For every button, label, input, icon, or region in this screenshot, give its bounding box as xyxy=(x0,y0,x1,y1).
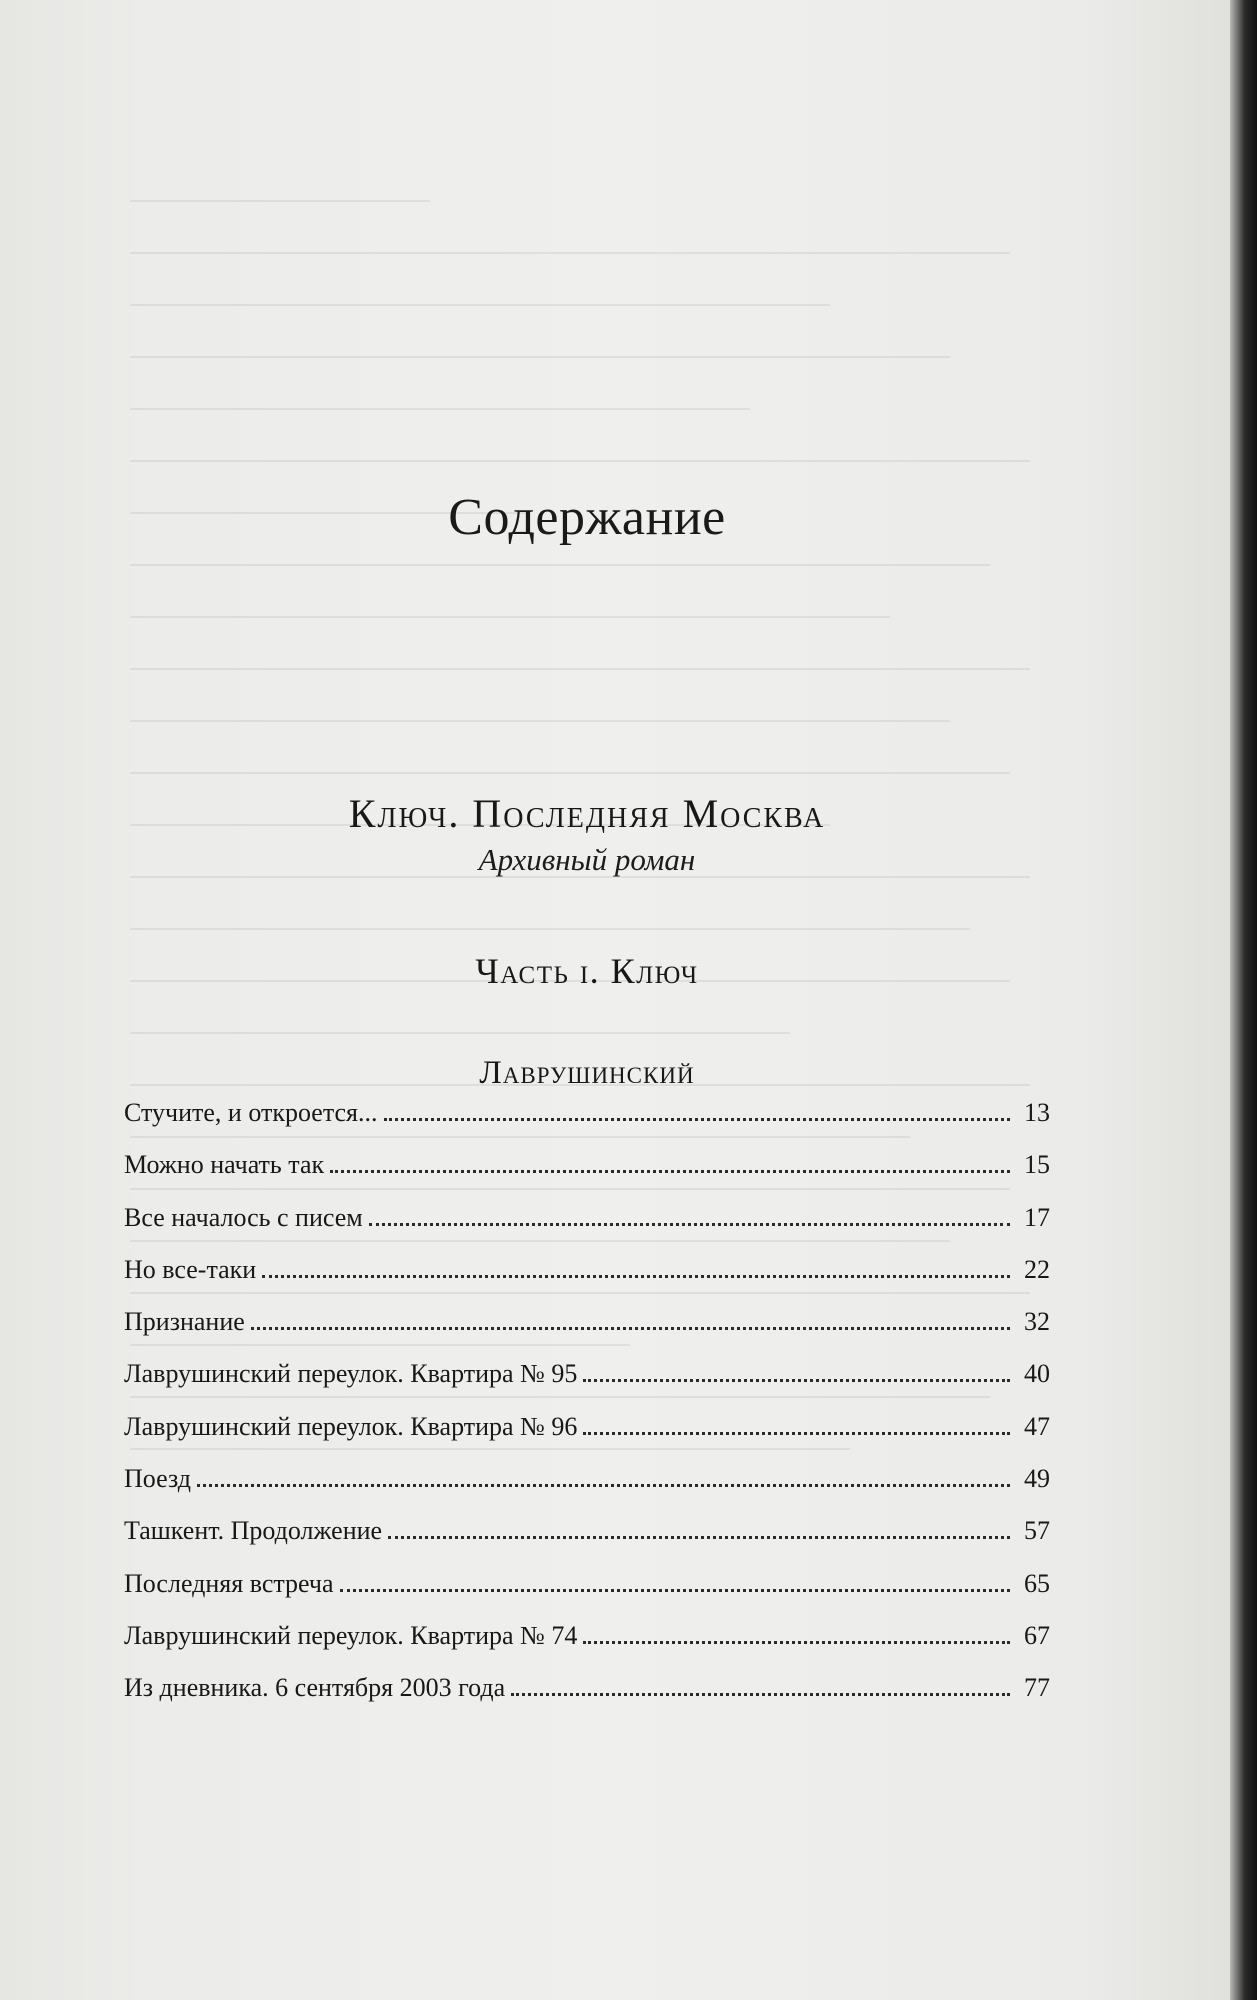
toc-entry[interactable] xyxy=(124,1673,1050,1725)
toc-entry-page: 15 xyxy=(1024,1150,1050,1180)
toc-entry[interactable] xyxy=(124,1150,1050,1202)
toc-entry[interactable] xyxy=(124,1098,1050,1150)
page-edge-shadow xyxy=(1230,0,1257,2000)
toc-entry-label: Ташкент. Продолжение xyxy=(124,1516,383,1546)
toc-entry[interactable] xyxy=(124,1203,1050,1255)
dot-leader xyxy=(262,1275,1010,1278)
toc-entries xyxy=(124,1098,1050,1726)
part-title: Часть i. Ключ xyxy=(475,951,699,991)
book-title: Ключ. Последняя Москва xyxy=(348,791,826,836)
toc-heading: Содержание xyxy=(448,489,726,546)
toc-entry-label: Лаврушинский переулок. Квартира № 96 xyxy=(124,1411,578,1441)
toc-entry-page: 49 xyxy=(1024,1464,1050,1494)
toc-entry-label: Но все-таки xyxy=(124,1254,257,1284)
toc-entry-page: 57 xyxy=(1024,1516,1050,1546)
toc-entry-label: Признание xyxy=(124,1307,245,1337)
book-subtitle: Архивный роман xyxy=(478,842,696,877)
toc-entry-label: Из дневника. 6 сентября 2003 года xyxy=(124,1673,506,1703)
toc-entry[interactable] xyxy=(124,1516,1050,1568)
toc-entry-page: 13 xyxy=(1024,1098,1050,1127)
dot-leader xyxy=(197,1484,1010,1487)
dot-leader xyxy=(583,1432,1010,1435)
toc-entry-page: 22 xyxy=(1024,1254,1050,1284)
toc-entry-label: Все началось с писем xyxy=(124,1202,363,1232)
toc-entry-label: Можно начать так xyxy=(124,1150,325,1180)
dot-leader xyxy=(340,1589,1010,1592)
dot-leader xyxy=(369,1223,1010,1226)
toc-entry[interactable] xyxy=(124,1569,1050,1621)
dot-leader xyxy=(384,1118,1010,1121)
toc-entry-page: 67 xyxy=(1024,1620,1050,1650)
toc-entry-page: 77 xyxy=(1024,1673,1050,1703)
toc-entry-label: Стучите, и откроется... xyxy=(124,1098,378,1127)
toc-entry[interactable] xyxy=(124,1412,1050,1464)
toc-entry-page: 32 xyxy=(1024,1307,1050,1337)
toc-entry[interactable] xyxy=(124,1464,1050,1516)
toc-entry-page: 17 xyxy=(1024,1202,1050,1232)
toc-entry-label: Последняя встреча xyxy=(124,1568,334,1598)
toc-entry[interactable] xyxy=(124,1255,1050,1307)
toc-entry-label: Лаврушинский переулок. Квартира № 74 xyxy=(124,1620,578,1650)
toc-entry[interactable] xyxy=(124,1359,1050,1411)
toc-entry-label: Поезд xyxy=(124,1464,191,1494)
dot-leader xyxy=(251,1327,1010,1330)
toc-entry-label: Лаврушинский переулок. Квартира № 95 xyxy=(124,1359,578,1389)
dot-leader xyxy=(388,1536,1010,1539)
toc-entry-page: 47 xyxy=(1024,1411,1050,1441)
toc-entry[interactable] xyxy=(124,1307,1050,1359)
dot-leader xyxy=(330,1170,1010,1173)
dot-leader xyxy=(511,1693,1010,1696)
toc-entry-page: 65 xyxy=(1024,1568,1050,1598)
toc-entry-page: 40 xyxy=(1024,1359,1050,1389)
dot-leader xyxy=(583,1641,1010,1644)
toc-entry[interactable] xyxy=(124,1621,1050,1673)
dot-leader xyxy=(583,1379,1010,1382)
section-title: Лаврушинский xyxy=(479,1055,695,1091)
